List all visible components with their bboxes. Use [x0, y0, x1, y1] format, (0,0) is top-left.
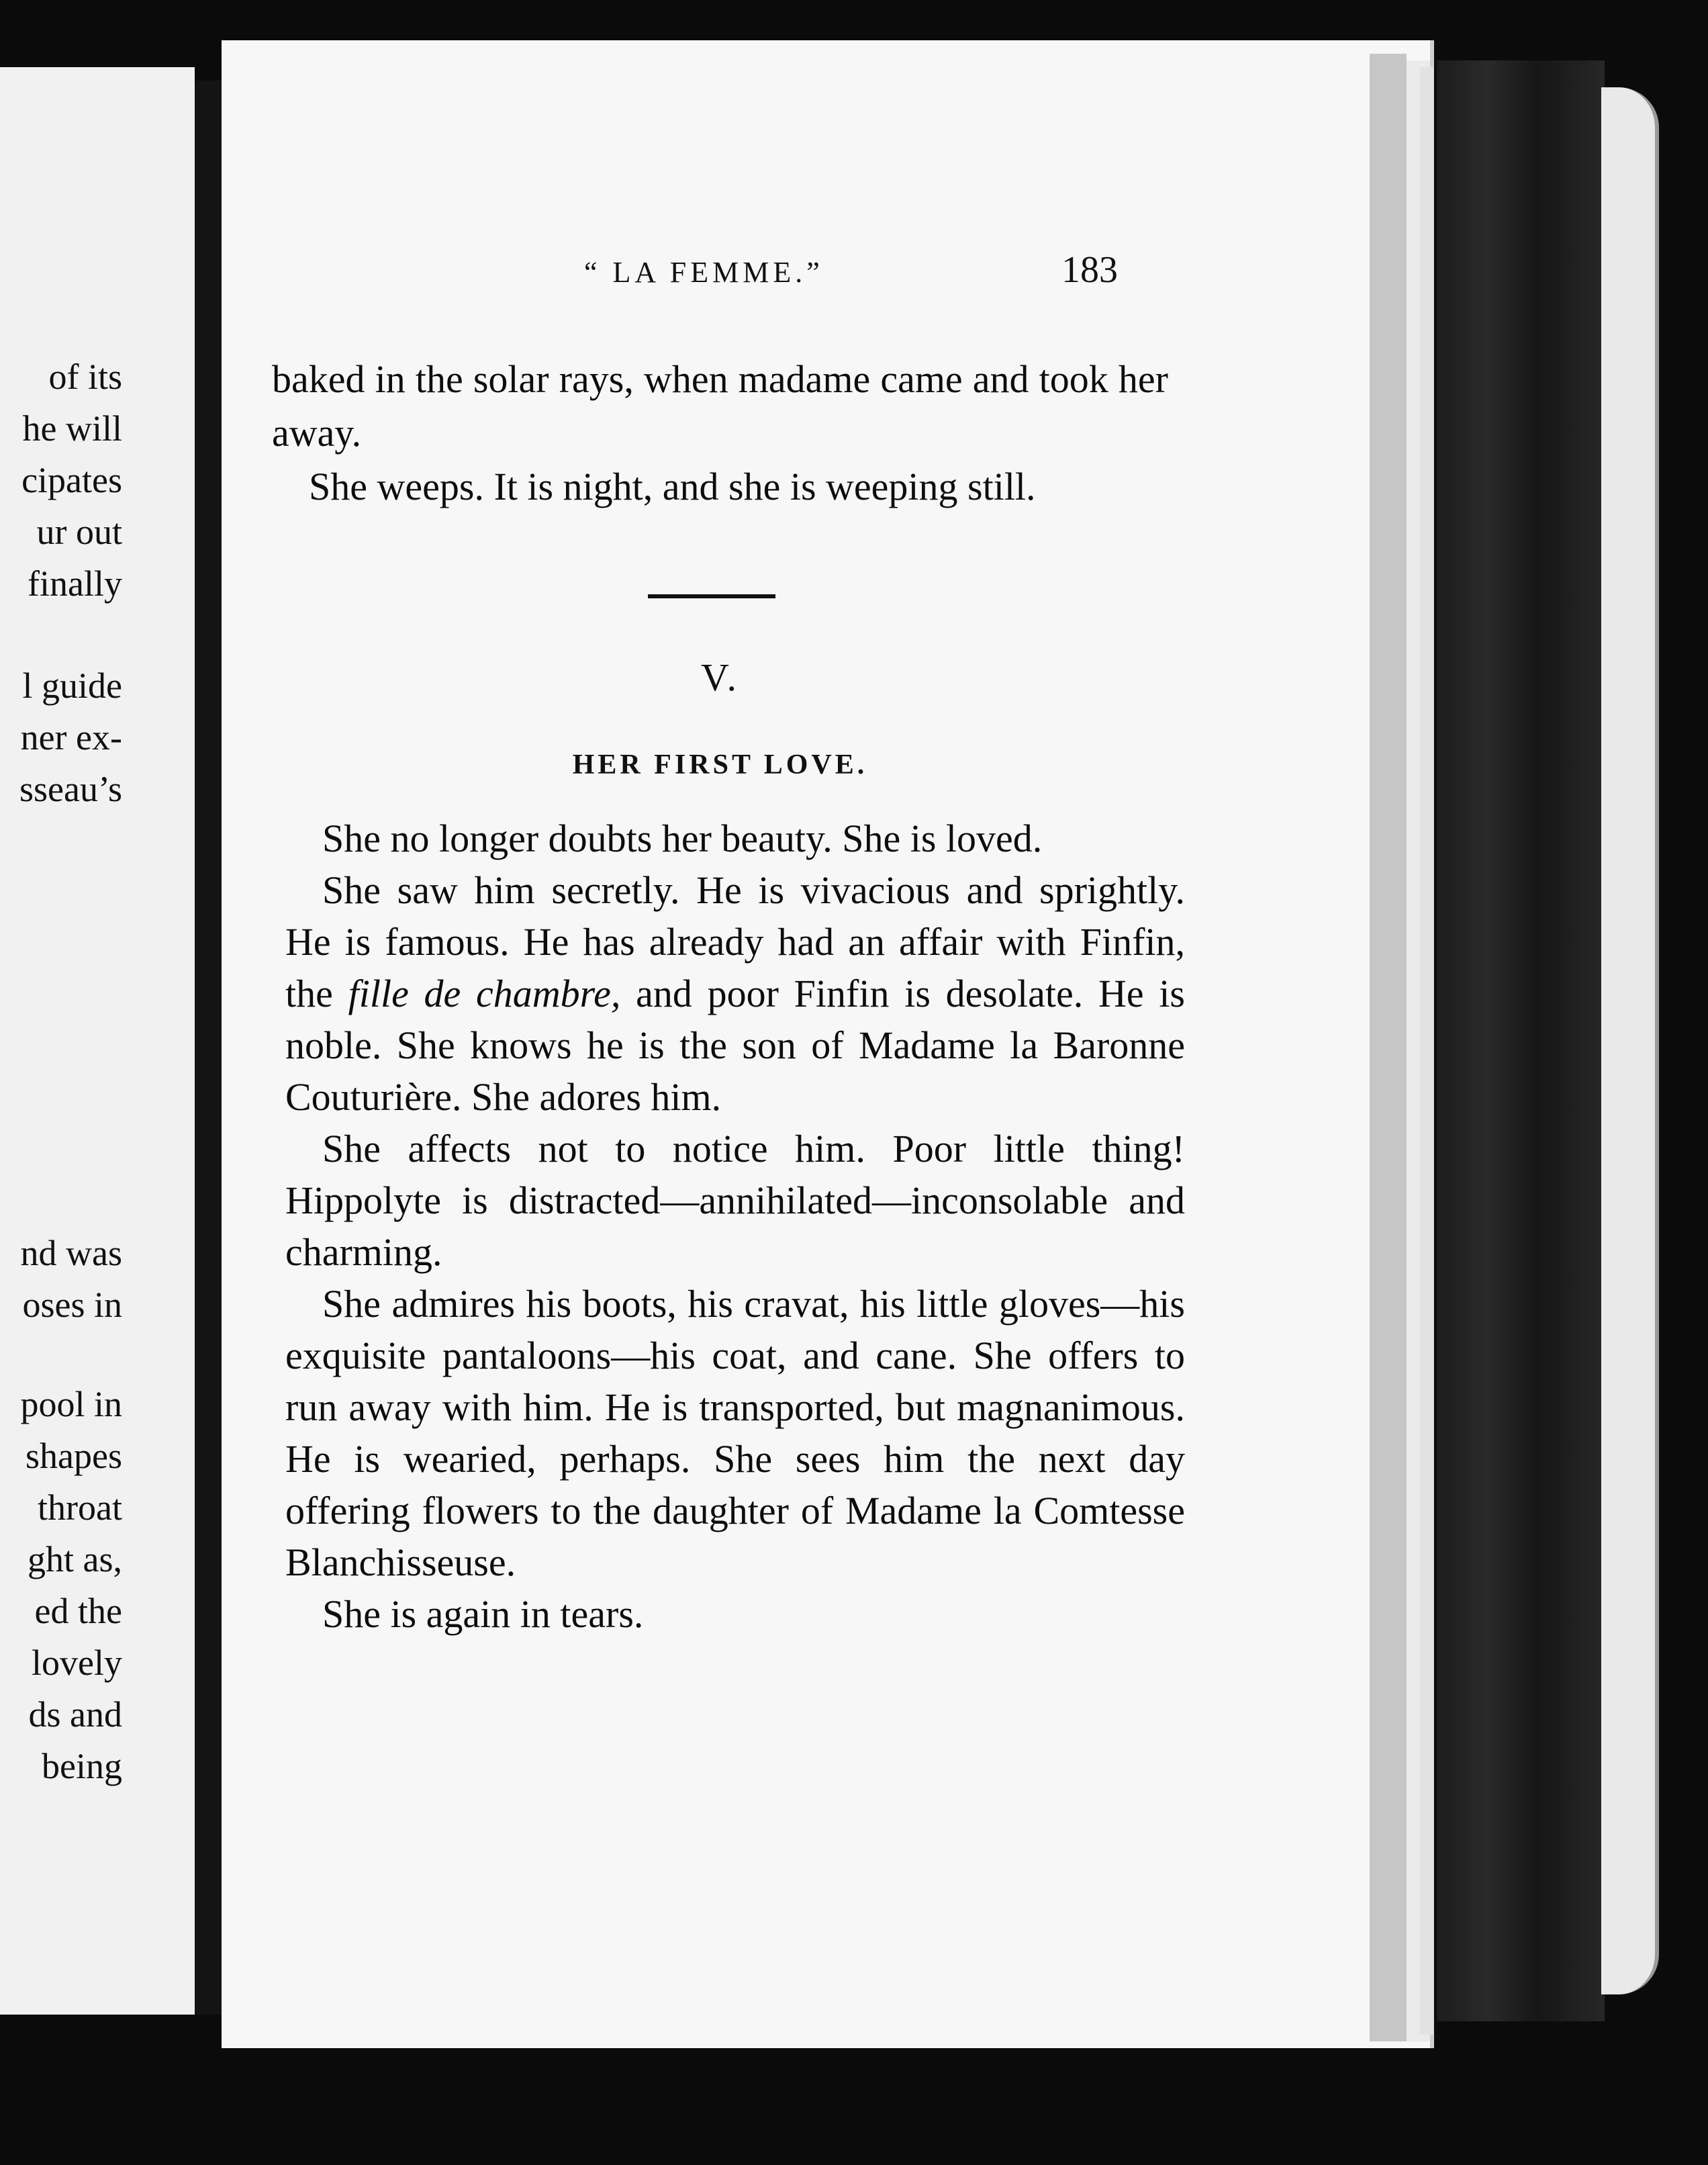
page-edge	[1370, 54, 1407, 2041]
book-cover-edge	[1437, 60, 1605, 2021]
left-facing-page	[0, 67, 195, 2015]
paragraph: She is again in tears.	[322, 1592, 644, 1636]
left-line: nd was	[20, 1233, 122, 1273]
section-text	[285, 813, 1185, 1640]
left-line: sseau’s	[19, 769, 122, 809]
text-run: and poor Finfin is desolate. He is noble. She knows he is the son of Madame la Baronne Couturière. She adores him.	[285, 972, 1186, 1119]
left-line: throat	[38, 1487, 122, 1528]
left-line: oses in	[22, 1285, 122, 1325]
text-run: She saw him secretly. He is vivacious and sprightly. He is famous. He has already had an affair with Finfin, the	[285, 868, 1185, 1015]
opening-text	[272, 353, 1168, 514]
left-line: ner ex-	[20, 717, 122, 757]
left-line: ds and	[28, 1694, 122, 1735]
left-line: finally	[28, 563, 122, 604]
page-edge	[1420, 67, 1433, 2035]
page-number: 183	[1061, 249, 1118, 291]
left-line: lovely	[32, 1643, 122, 1683]
left-line: he will	[22, 408, 122, 449]
running-head-title: “ LA FEMME.”	[584, 256, 824, 289]
left-line: of its	[48, 357, 122, 397]
left-line: cipates	[21, 460, 122, 500]
paragraph: She affects not to notice him. Poor little thing! Hippolyte is distracted—annihilated—inconsolable and charming.	[285, 1127, 1185, 1274]
left-line: shapes	[26, 1436, 122, 1476]
running-head	[272, 248, 1205, 302]
left-line: ed the	[34, 1591, 122, 1631]
paragraph: She weeps. It is night, and she is weeping still.	[309, 465, 1036, 508]
left-line: being	[42, 1746, 122, 1786]
left-line: pool in	[20, 1384, 122, 1424]
book-gutter	[195, 81, 222, 2015]
paragraph: She no longer doubts her beauty. She is loved.	[322, 817, 1043, 860]
book-board	[1601, 87, 1659, 1994]
left-line: ur out	[36, 512, 122, 552]
italic-phrase: fille de chambre,	[348, 972, 621, 1015]
section-divider-rule	[648, 594, 775, 598]
section-title: HER FIRST LOVE.	[572, 749, 868, 780]
section-number: V.	[701, 655, 739, 699]
left-line: ght as,	[28, 1539, 122, 1579]
paragraph: She admires his boots, his cravat, his little gloves—his exquisite pantaloons—his coat, and cane. She offers to run away with him. He is transported, but magnanimous. He is wearied, perhaps. She sees him the next day offering flowers to the daughter of Madame la Comtesse Blanchisseuse.	[285, 1282, 1185, 1584]
paragraph	[285, 864, 1185, 1123]
left-line: l guide	[22, 665, 122, 706]
paragraph: baked in the solar rays, when madame came and took her away.	[272, 357, 1168, 455]
